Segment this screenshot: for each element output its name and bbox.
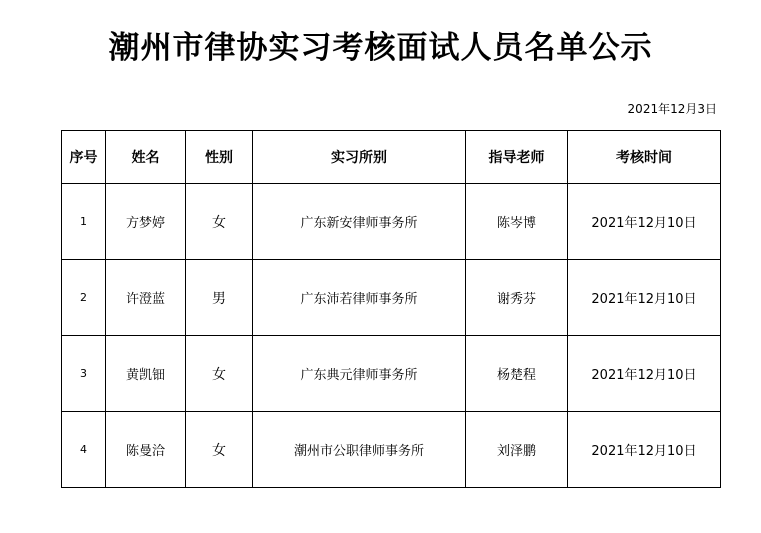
cell-mentor: 陈岑博	[466, 184, 568, 260]
cell-gender: 女	[186, 412, 253, 488]
cell-mentor: 刘泽鹏	[466, 412, 568, 488]
cell-no: 4	[62, 412, 106, 488]
publish-date: 2021年12月3日	[627, 102, 717, 116]
cell-exam-time: 2021年12月10日	[568, 336, 721, 412]
cell-exam-time: 2021年12月10日	[568, 184, 721, 260]
header-name: 姓名	[106, 131, 186, 184]
cell-exam-time: 2021年12月10日	[568, 260, 721, 336]
cell-gender: 女	[186, 336, 253, 412]
candidate-table	[61, 130, 721, 488]
header-exam-time: 考核时间	[568, 131, 721, 184]
cell-no: 2	[62, 260, 106, 336]
cell-mentor: 杨楚程	[466, 336, 568, 412]
cell-name: 黄凯钿	[106, 336, 186, 412]
table-row	[62, 412, 721, 488]
table-row	[62, 336, 721, 412]
cell-firm: 广东新安律师事务所	[253, 184, 466, 260]
header-firm: 实习所别	[253, 131, 466, 184]
table-row	[62, 260, 721, 336]
cell-no: 3	[62, 336, 106, 412]
cell-firm: 潮州市公职律师事务所	[253, 412, 466, 488]
header-mentor: 指导老师	[466, 131, 568, 184]
cell-name: 许澄蓝	[106, 260, 186, 336]
header-no: 序号	[62, 131, 106, 184]
cell-mentor: 谢秀芬	[466, 260, 568, 336]
header-row	[62, 131, 721, 184]
cell-firm: 广东沛若律师事务所	[253, 260, 466, 336]
cell-exam-time: 2021年12月10日	[568, 412, 721, 488]
header-gender: 性别	[186, 131, 253, 184]
cell-name: 陈曼洽	[106, 412, 186, 488]
cell-gender: 男	[186, 260, 253, 336]
page-title: 潮州市律协实习考核面试人员名单公示	[108, 30, 653, 66]
cell-no: 1	[62, 184, 106, 260]
table-row	[62, 184, 721, 260]
cell-name: 方梦婷	[106, 184, 186, 260]
cell-firm: 广东典元律师事务所	[253, 336, 466, 412]
cell-gender: 女	[186, 184, 253, 260]
